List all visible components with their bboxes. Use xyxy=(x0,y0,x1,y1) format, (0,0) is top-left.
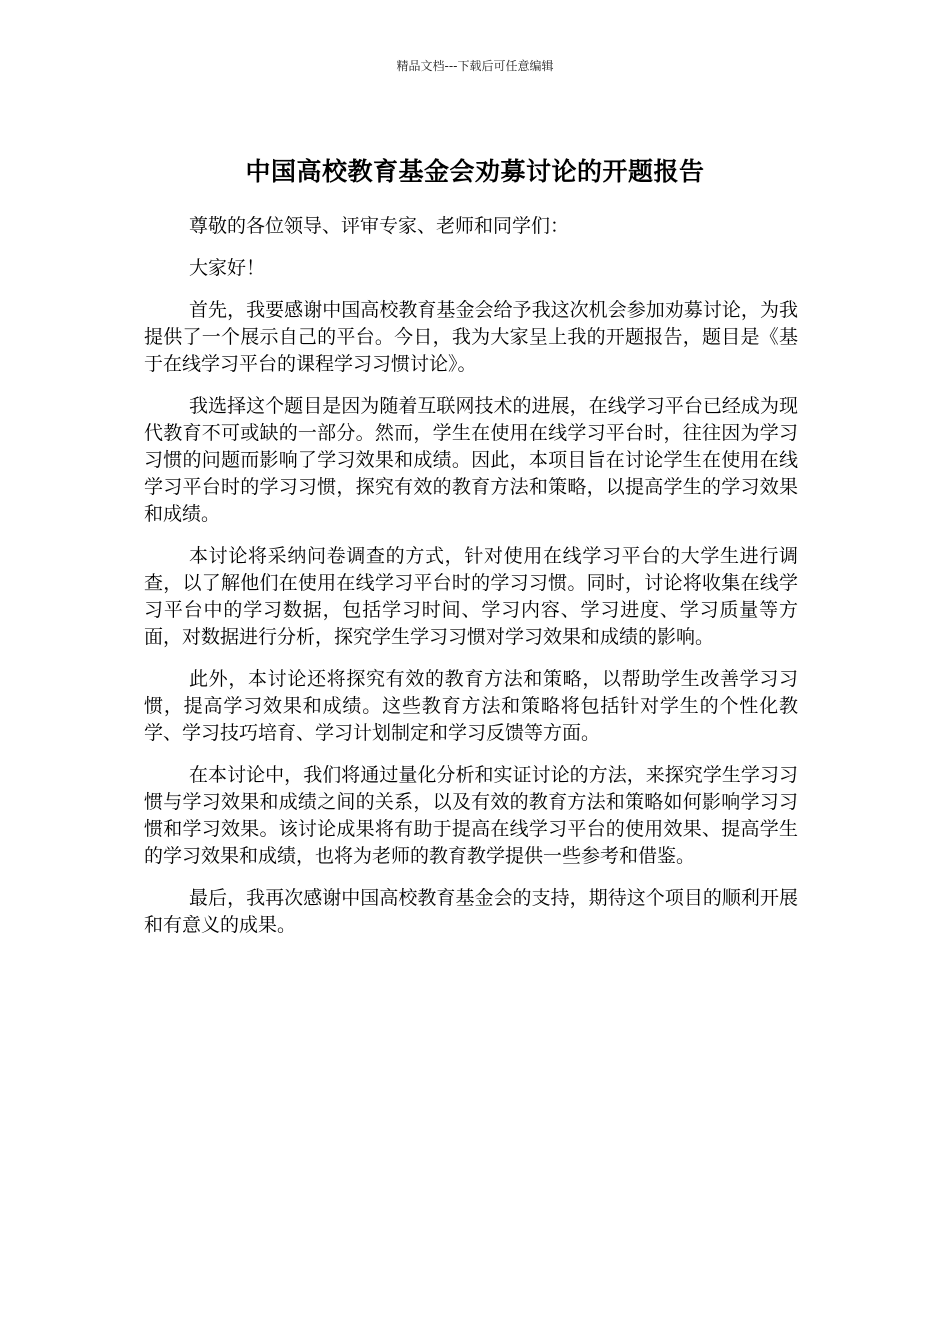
body-paragraph: 此外，本讨论还将探究有效的教育方法和策略，以帮助学生改善学习习惯，提高学习效果和成绩。这些教育方法和策略将包括针对学生的个性化教学、学习技巧培育、学习计划制定和学习反馈等方面。 xyxy=(144,668,798,744)
closing-paragraph: 最后，我再次感谢中国高校教育基金会的支持，期待这个项目的顺利开展和有意义的成果。 xyxy=(144,887,798,936)
document-title: 中国高校教育基金会劝募讨论的开题报告 xyxy=(245,156,705,186)
body-paragraph: 在本讨论中，我们将通过量化分析和实证讨论的方法，来探究学生学习习惯与学习效果和成绩之间的关系，以及有效的教育方法和策略如何影响学习习惯和学习效果。该讨论成果将有助于提高在线学习平台的使用效果、提高学生的学习效果和成绩，也将为老师的教育教学提供一些参考和借鉴。 xyxy=(144,764,798,867)
hello-paragraph: 大家好！ xyxy=(189,257,266,279)
header-note: 精品文档---下载后可任意编辑 xyxy=(396,59,554,73)
document-body xyxy=(144,213,798,954)
body-paragraph: 首先，我要感谢中国高校教育基金会给予我这次机会参加劝募讨论，为我提供了一个展示自己的平台。今日，我为大家呈上我的开题报告，题目是《基于在线学习平台的课程学习习惯讨论》。 xyxy=(144,299,798,375)
greeting-paragraph: 尊敬的各位领导、评审专家、老师和同学们： xyxy=(189,215,570,237)
body-paragraph: 本讨论将采纳问卷调查的方式，针对使用在线学习平台的大学生进行调查，以了解他们在使用在线学习平台时的学习习惯。同时，讨论将收集在线学习平台中的学习数据，包括学习时间、学习内容、学习进度、学习质量等方面，对数据进行分析，探究学生学习习惯对学习效果和成绩的影响。 xyxy=(144,545,798,648)
body-paragraph: 我选择这个题目是因为随着互联网技术的进展，在线学习平台已经成为现代教育不可或缺的一部分。然而，学生在使用在线学习平台时，往往因为学习习惯的问题而影响了学习效果和成绩。因此，本项目旨在讨论学生在使用在线学习平台时的学习习惯，探究有效的教育方法和策略，以提高学生的学习效果和成绩。 xyxy=(144,395,798,525)
